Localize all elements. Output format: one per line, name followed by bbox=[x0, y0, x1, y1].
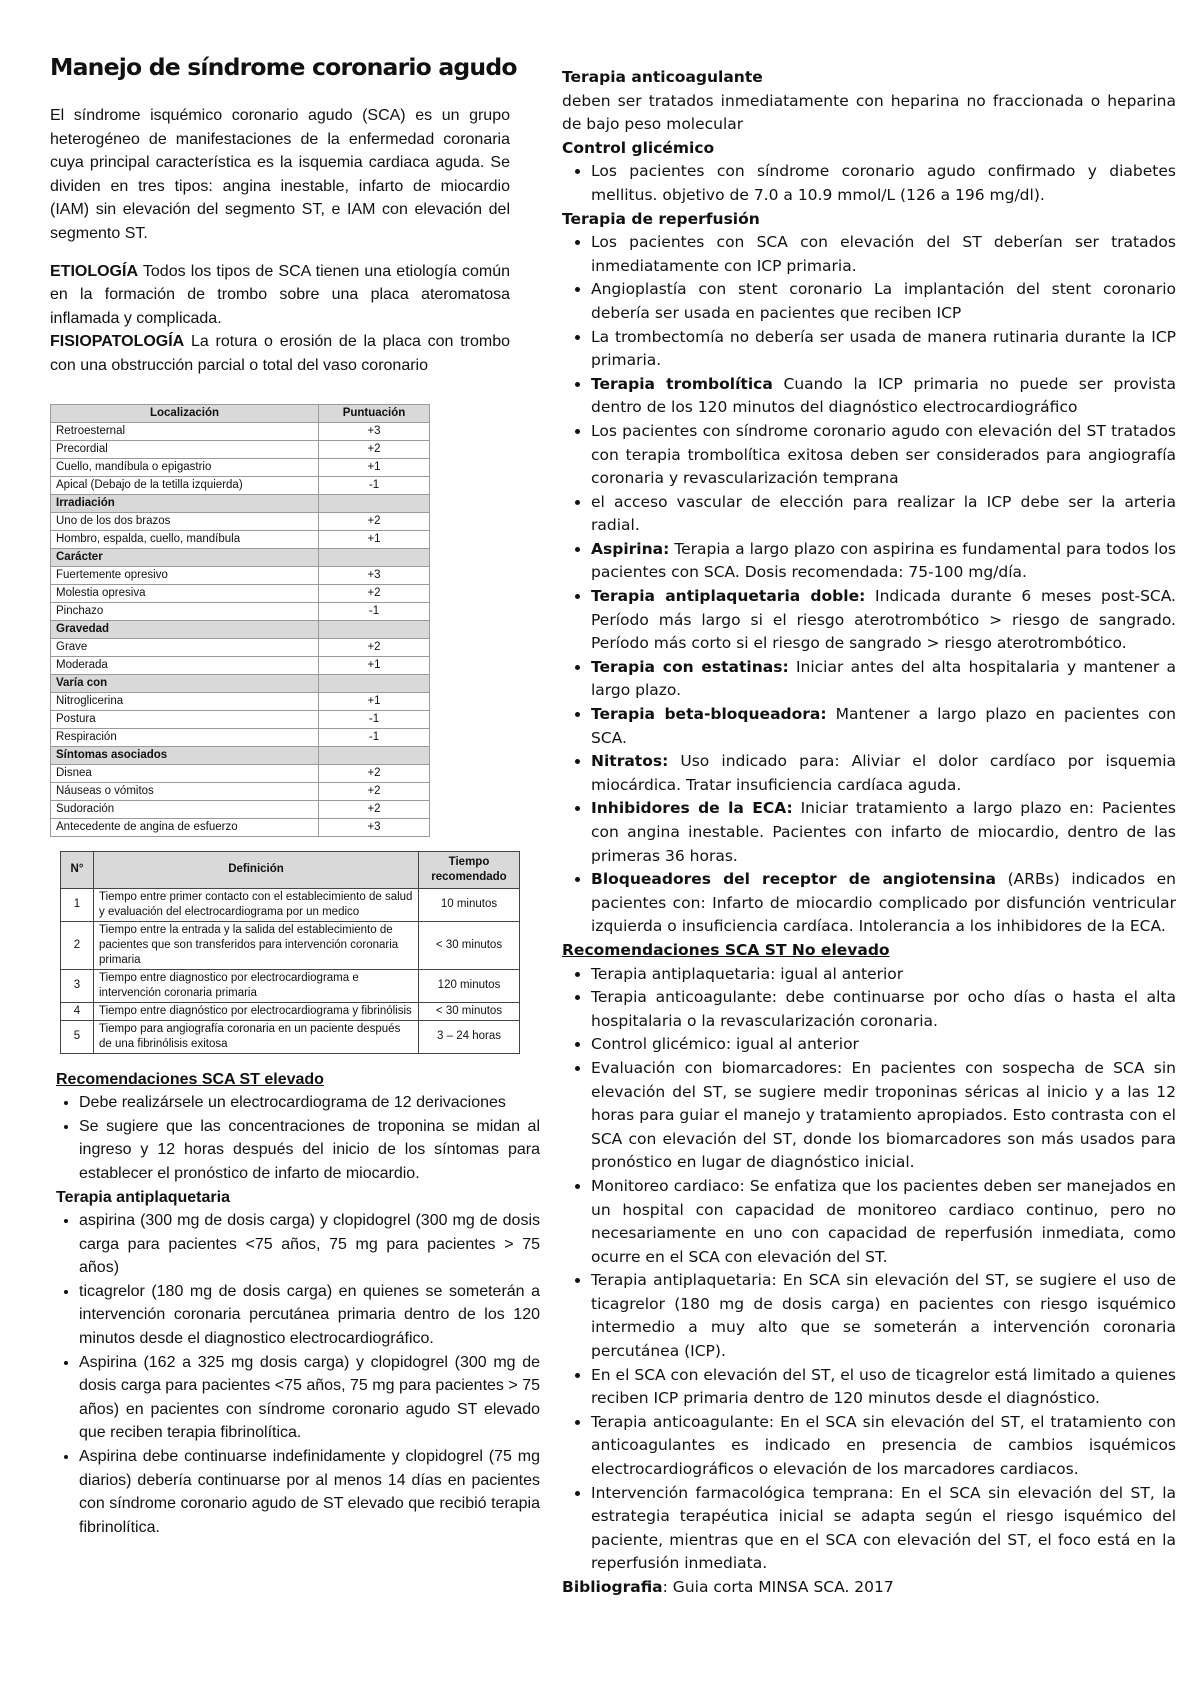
list-item bbox=[591, 750, 1176, 797]
row-time: < 30 minutos bbox=[419, 921, 520, 969]
row-label: Cuello, mandíbula o epigastrio bbox=[51, 458, 319, 476]
table-row bbox=[51, 710, 430, 728]
fisiopatologia-label: FISIOPATOLOGÍA bbox=[50, 333, 185, 351]
list-item-text: (ARBs) indicados en pacientes con: Infarto de miocardio complicado por disfunción ventricular izquierda o insuficiencia cardíaca. Intolerancia a los inhibidores de la ECA. bbox=[591, 870, 1176, 936]
fisiopatologia-paragraph bbox=[50, 330, 510, 377]
table-row bbox=[51, 530, 430, 548]
page-title: Manejo de síndrome coronario agudo bbox=[50, 53, 517, 81]
list-item-text: Terapia a largo plazo con aspirina es fundamental para todos los pacientes con SCA. Dosis recomendada: 75-100 mg/día. bbox=[591, 539, 1176, 582]
list-item bbox=[591, 326, 1176, 373]
table-category-row bbox=[51, 494, 430, 512]
row-time: 120 minutos bbox=[419, 969, 520, 1002]
row-score bbox=[319, 746, 430, 764]
row-score: +2 bbox=[319, 440, 430, 458]
list-item-text: Los pacientes con síndrome coronario agudo con elevación del ST tratados con terapia trombolítica exitosa deben ser considerados para angiografía coronaria y revascularización temprana bbox=[591, 421, 1176, 488]
row-label: Pinchazo bbox=[51, 602, 319, 620]
list-item bbox=[591, 491, 1176, 538]
list-item bbox=[591, 656, 1176, 703]
row-definition: Tiempo para angiografía coronaria en un paciente después de una fibrinólisis exitosa bbox=[94, 1020, 419, 1053]
no-elev-list bbox=[562, 963, 1176, 1576]
right-column bbox=[562, 66, 1176, 1600]
row-score: -1 bbox=[319, 728, 430, 746]
reperf-heading: Terapia de reperfusión bbox=[562, 209, 760, 228]
row-label: Uno de los dos brazos bbox=[51, 512, 319, 530]
table-row bbox=[51, 422, 430, 440]
left-column bbox=[50, 52, 540, 1539]
row-label: Fuertemente opresivo bbox=[51, 566, 319, 584]
table-row bbox=[61, 969, 520, 1002]
list-item: • Control glicémico: igual al anterior bbox=[591, 1033, 1176, 1057]
no-elev-heading bbox=[562, 939, 1176, 963]
list-item bbox=[591, 585, 1176, 656]
intro-paragraph: El síndrome isquémico coronario agudo (SCA) es un grupo heterogéneo de manifestaciones de la enfermedad coronaria cuya principal característica es la isquemia cardiaca aguda. Se dividen en tres tipos: angina inestable, infarto de miocardio (IAM) sin elevación del segmento ST, e IAM con elevación del segmento ST. bbox=[50, 107, 510, 242]
row-label: Disnea bbox=[51, 764, 319, 782]
row-score: +1 bbox=[319, 656, 430, 674]
row-definition: Tiempo entre la entrada y la salida del establecimiento de pacientes que son transferidos para intervención coronaria primaria bbox=[94, 921, 419, 969]
bibliography-text: : Guia corta MINSA SCA. 2017 bbox=[662, 1578, 894, 1596]
list-item-text: Iniciar tratamiento a largo plazo en: Pacientes con angina inestable. Pacientes con infarto de miocardio, dentro de las primeras 36 horas. bbox=[591, 799, 1176, 865]
list-item-bold-label: Terapia beta-bloqueadora: bbox=[591, 705, 827, 724]
row-label: Postura bbox=[51, 710, 319, 728]
table-header-row bbox=[61, 851, 520, 888]
list-item bbox=[591, 538, 1176, 585]
antiplaq-list bbox=[50, 1209, 540, 1539]
list-item: • ticagrelor (180 mg de dosis carga) en quienes se someterán a intervención coronaria percutánea primaria dentro de los 120 minutos desde el diagnostico electrocardiográfico. bbox=[79, 1280, 540, 1351]
table-header-cell: Puntuación bbox=[319, 404, 430, 422]
list-item-bold-label: Terapia antiplaquetaria doble: bbox=[591, 587, 866, 606]
table-row bbox=[51, 476, 430, 494]
row-time: 10 minutos bbox=[419, 888, 520, 921]
glic-heading: Control glicémico bbox=[562, 138, 715, 157]
row-time: < 30 minutos bbox=[419, 1002, 520, 1020]
row-time: 3 – 24 horas bbox=[419, 1020, 520, 1053]
row-label: Retroesternal bbox=[51, 422, 319, 440]
list-item-bold-label: Aspirina: bbox=[591, 539, 670, 558]
table-row bbox=[51, 764, 430, 782]
table-header-cell: Tiempo recomendado bbox=[419, 851, 520, 888]
list-item: • Aspirina debe continuarse indefinidamente y clopidogrel (75 mg diarios) debería continuarse por al menos 14 días en pacientes con síndrome coronario agudo de ST elevado que recibió terapia fibrinolítica. bbox=[79, 1445, 540, 1539]
list-item bbox=[591, 373, 1176, 420]
row-score: -1 bbox=[319, 476, 430, 494]
table-row bbox=[51, 440, 430, 458]
table-header-cell: Localización bbox=[51, 404, 319, 422]
row-label: Grave bbox=[51, 638, 319, 656]
bibliography-label: Bibliografia bbox=[562, 1578, 663, 1596]
table-category-row bbox=[51, 620, 430, 638]
fisiopatologia-text: La rotura o erosión de la placa con trombo con una obstrucción parcial o total del vaso coronario bbox=[50, 333, 510, 374]
row-definition: Tiempo entre primer contacto con el establecimiento de salud y evaluación del electrocardiograma por un medico bbox=[94, 888, 419, 921]
anticoag-text: deben ser tratados inmediatamente con heparina no fraccionada o heparina de bajo peso molecular bbox=[562, 91, 1176, 134]
list-item-text: Angioplastía con stent coronario La implantación del stent coronario debería ser usada en pacientes que reciben ICP bbox=[591, 280, 1176, 322]
row-score: +3 bbox=[319, 566, 430, 584]
row-score: +2 bbox=[319, 764, 430, 782]
list-item-bold-label: Terapia trombolítica bbox=[591, 374, 773, 393]
row-score: +2 bbox=[319, 512, 430, 530]
row-score: +3 bbox=[319, 818, 430, 836]
table-category-row bbox=[51, 746, 430, 764]
table-row bbox=[61, 1020, 520, 1053]
anticoag-heading: Terapia anticoagulante bbox=[562, 68, 763, 86]
table-row bbox=[51, 782, 430, 800]
row-label: Apical (Debajo de la tetilla izquierda) bbox=[51, 476, 319, 494]
row-label: Antecedente de angina de esfuerzo bbox=[51, 818, 319, 836]
list-item-text: el acceso vascular de elección para realizar la ICP debe ser la arteria radial. bbox=[591, 492, 1176, 535]
list-item: • En el SCA con elevación del ST, el uso de ticagrelor está limitado a quienes reciben ICP primaria dentro de 120 minutos desde el diagnóstico. bbox=[591, 1364, 1176, 1411]
glic-list bbox=[562, 160, 1176, 207]
list-item bbox=[591, 797, 1176, 868]
row-score: +1 bbox=[319, 458, 430, 476]
row-label: Nitroglicerina bbox=[51, 692, 319, 710]
row-label: Respiración bbox=[51, 728, 319, 746]
row-number: 4 bbox=[61, 1002, 94, 1020]
list-item bbox=[591, 868, 1176, 939]
antiplaq-heading: Terapia antiplaquetaria bbox=[56, 1188, 230, 1206]
row-number: 2 bbox=[61, 921, 94, 969]
rec-st-elevado-heading-text: Recomendaciones SCA ST elevado bbox=[56, 1070, 324, 1088]
table-row bbox=[51, 818, 430, 836]
row-score: +1 bbox=[319, 530, 430, 548]
list-item: • Terapia antiplaquetaria: igual al anterior bbox=[591, 963, 1176, 987]
list-item: • Terapia anticoagulante: En el SCA sin elevación del ST, el tratamiento con anticoagulantes es indicado en presencia de cambios isquémicos electrocardiográficos o elevación de los marcadores cardiacos. bbox=[591, 1411, 1176, 1482]
etiologia-text: Todos los tipos de SCA tienen una etiología común en la formación de trombo sobre una placa ateromatosa inflamada y complicada. bbox=[50, 262, 510, 327]
table-row bbox=[61, 1002, 520, 1020]
list-item bbox=[591, 420, 1176, 491]
list-item: • Monitoreo cardiaco: Se enfatiza que los pacientes deben ser manejados en un hospital con capacidad de monitoreo cardiaco continuo, pero no necesariamente en uno con capacidad de reperfusión inmediata, como ocurre en el SCA con elevación del ST. bbox=[591, 1175, 1176, 1269]
row-score bbox=[319, 494, 430, 512]
list-item: • Evaluación con biomarcadores: En pacientes con sospecha de SCA sin elevación del ST, se sugiere medir troponinas séricas al inicio y a las 12 horas para guiar el manejo y tratamiento apropiados. Esto contrasta con el SCA con elevación del ST, donde los biomarcadores son más usados para pronóstico en lugar de diagnóstico inicial. bbox=[591, 1057, 1176, 1175]
list-item: • Debe realizársele un electrocardiograma de 12 derivaciones bbox=[79, 1091, 540, 1115]
table-row bbox=[51, 458, 430, 476]
row-label: Precordial bbox=[51, 440, 319, 458]
table-row bbox=[51, 512, 430, 530]
row-number: 5 bbox=[61, 1020, 94, 1053]
row-score: -1 bbox=[319, 602, 430, 620]
table-row bbox=[51, 566, 430, 584]
list-item: • Los pacientes con síndrome coronario agudo confirmado y diabetes mellitus. objetivo de 7.0 a 10.9 mmol/L (126 a 196 mg/dl). bbox=[591, 160, 1176, 207]
no-elev-heading-text: Recomendaciones SCA ST No elevado bbox=[562, 940, 890, 959]
table-row bbox=[51, 584, 430, 602]
row-label: Varía con bbox=[51, 674, 319, 692]
list-item-text: Mantener a largo plazo en pacientes con SCA. bbox=[591, 705, 1177, 747]
list-item: • Terapia anticoagulante: debe continuarse por ocho días o hasta el alta hospitalaria o la revascularización coronaria. bbox=[591, 986, 1176, 1033]
list-item-text: Indicada durante 6 meses post-SCA. Período más largo si el riesgo aterotrombótico > riesgo de sangrado. Período más corto si el riesgo de sangrado > riesgo aterotrombótico. bbox=[591, 587, 1176, 653]
list-item-text: Cuando la ICP primaria no puede ser provista dentro de los 120 minutos del diagnóstico electrocardiográfico bbox=[591, 374, 1176, 417]
table-row bbox=[51, 800, 430, 818]
row-label: Irradiación bbox=[51, 494, 319, 512]
list-item: • aspirina (300 mg de dosis carga) y clopidogrel (300 mg de dosis carga para pacientes <75 años, 75 mg para pacientes > 75 años) bbox=[79, 1209, 540, 1280]
row-score: +2 bbox=[319, 584, 430, 602]
etiologia-paragraph bbox=[50, 260, 510, 331]
reperf-list bbox=[562, 231, 1176, 939]
row-label: Molestia opresiva bbox=[51, 584, 319, 602]
table-category-row bbox=[51, 548, 430, 566]
list-item: • Intervención farmacológica temprana: En el SCA sin elevación del ST, la estrategia terapéutica inicial se adapta según el riesgo isquémico del paciente, mientras que en el SCA con elevación del ST, el foco está en la reperfusión inmediata. bbox=[591, 1482, 1176, 1576]
etiologia-label: ETIOLOGÍA bbox=[50, 262, 138, 280]
row-score: -1 bbox=[319, 710, 430, 728]
table-category-row bbox=[51, 674, 430, 692]
list-item bbox=[591, 703, 1176, 750]
list-item-bold-label: Bloqueadores del receptor de angiotensina bbox=[591, 870, 996, 889]
list-item-bold-label: Inhibidores de la ECA: bbox=[591, 799, 793, 818]
list-item bbox=[591, 278, 1176, 325]
row-score: +1 bbox=[319, 692, 430, 710]
table-row bbox=[51, 692, 430, 710]
row-score bbox=[319, 548, 430, 566]
table-row bbox=[61, 888, 520, 921]
row-label: Moderada bbox=[51, 656, 319, 674]
table-row bbox=[61, 921, 520, 969]
table-header-row bbox=[51, 404, 430, 422]
table-header-cell: N° bbox=[61, 851, 94, 888]
rec-st-elevado-heading bbox=[56, 1068, 540, 1092]
list-item-text: Los pacientes con SCA con elevación del ST deberían ser tratados inmediatamente con ICP primaria. bbox=[591, 233, 1176, 275]
row-definition: Tiempo entre diagnostico por electrocardiograma e intervención coronaria primaria bbox=[94, 969, 419, 1002]
table-row bbox=[51, 602, 430, 620]
row-label: Hombro, espalda, cuello, mandíbula bbox=[51, 530, 319, 548]
row-score: +3 bbox=[319, 422, 430, 440]
row-score bbox=[319, 620, 430, 638]
list-item-text: Uso indicado para: Aliviar el dolor cardíaco por isquemia miocárdica. Tratar insuficiencia cardíaca aguda. bbox=[591, 752, 1176, 794]
table-row bbox=[51, 656, 430, 674]
row-score: +2 bbox=[319, 638, 430, 656]
list-item-bold-label: Nitratos: bbox=[591, 752, 669, 771]
row-label: Gravedad bbox=[51, 620, 319, 638]
list-item: • Aspirina (162 a 325 mg dosis carga) y clopidogrel (300 mg de dosis carga para pacientes <75 años, 75 mg para pacientes > 75 años) en pacientes con síndrome coronario agudo ST elevado que reciben terapia fibrinolítica. bbox=[79, 1351, 540, 1445]
table-row bbox=[51, 638, 430, 656]
recommended-times-table bbox=[60, 851, 520, 1054]
row-number: 1 bbox=[61, 888, 94, 921]
list-item-text: Iniciar antes del alta hospitalaria y mantener a largo plazo. bbox=[591, 657, 1176, 700]
row-score: +2 bbox=[319, 782, 430, 800]
row-number: 3 bbox=[61, 969, 94, 1002]
row-score: +2 bbox=[319, 800, 430, 818]
table-header-cell: Definición bbox=[94, 851, 419, 888]
row-label: Carácter bbox=[51, 548, 319, 566]
row-label: Sudoración bbox=[51, 800, 319, 818]
list-item: • Terapia antiplaquetaria: En SCA sin elevación del ST, se sugiere el uso de ticagrelor (180 mg de dosis carga) en pacientes con riesgo isquémico intermedio a muy alto que se someterán a intervención coronaria percutánea (ICP). bbox=[591, 1269, 1176, 1363]
bibliography bbox=[562, 1576, 1176, 1600]
list-item: • Se sugiere que las concentraciones de troponina se midan al ingreso y 12 horas después del inicio de los síntomas para establecer el pronóstico de infarto de miocardio. bbox=[79, 1115, 540, 1186]
localization-score-table bbox=[50, 404, 430, 837]
rec-st-elevado-list bbox=[50, 1091, 540, 1185]
row-score bbox=[319, 674, 430, 692]
table-row bbox=[51, 728, 430, 746]
row-label: Síntomas asociados bbox=[51, 746, 319, 764]
list-item-bold-label: Terapia con estatinas: bbox=[591, 657, 789, 676]
list-item bbox=[591, 231, 1176, 278]
row-label: Náuseas o vómitos bbox=[51, 782, 319, 800]
row-definition: Tiempo entre diagnóstico por electrocardiograma y fibrinólisis bbox=[94, 1002, 419, 1020]
list-item-text: La trombectomía no debería ser usada de manera rutinaria durante la ICP primaria. bbox=[591, 327, 1176, 370]
